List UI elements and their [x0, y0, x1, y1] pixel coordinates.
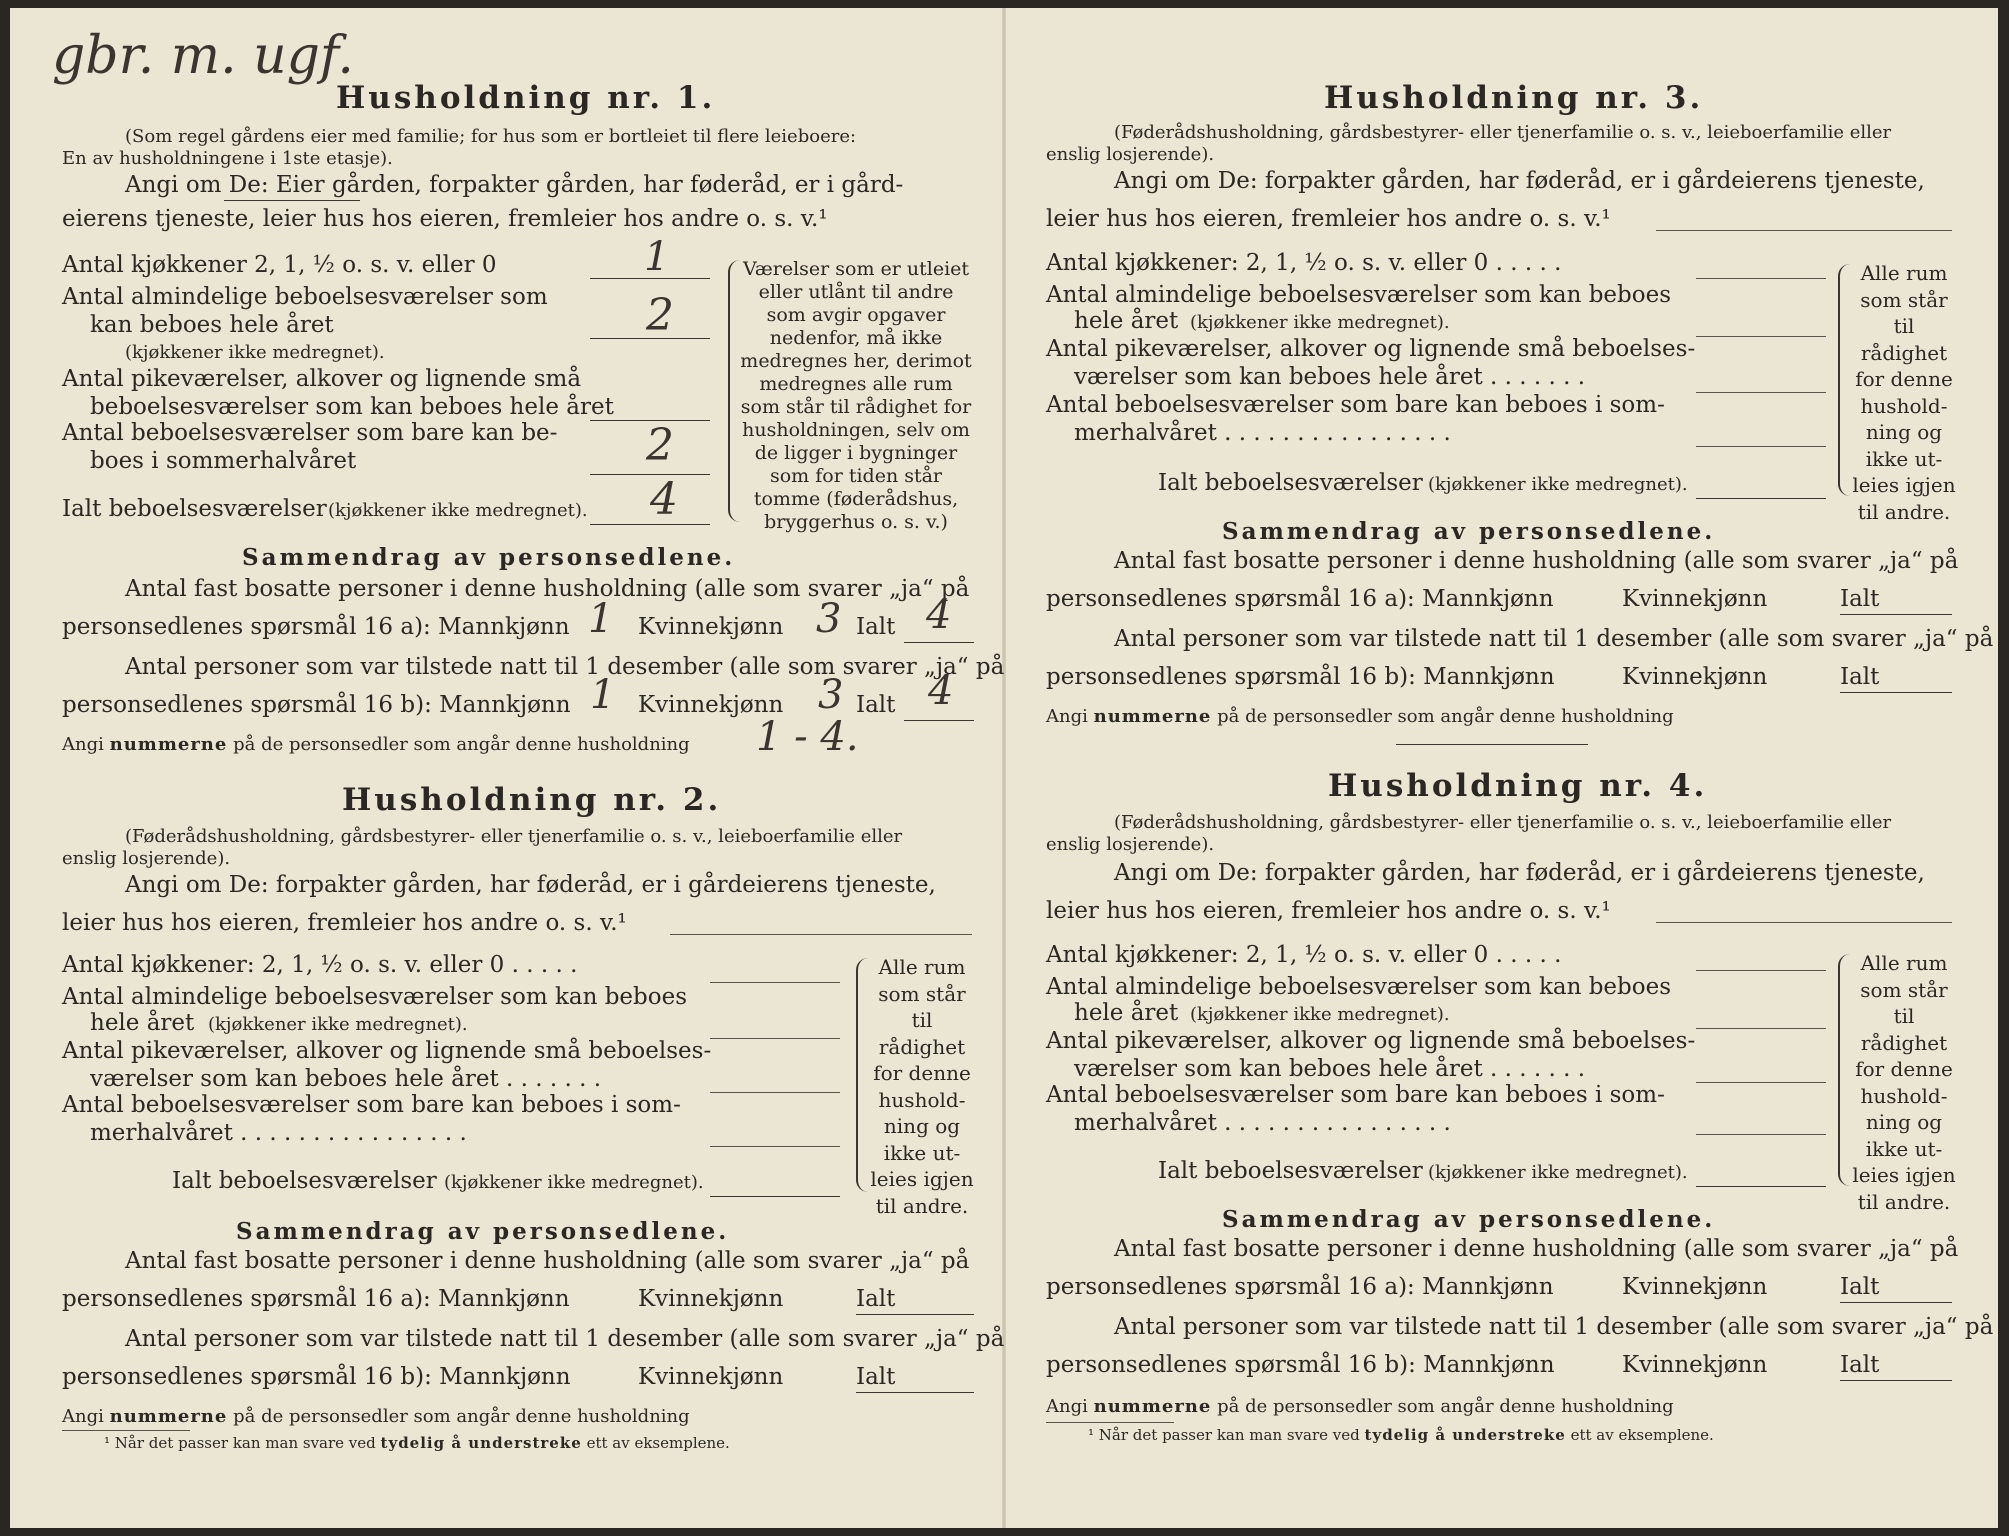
h4-kjokkener-label: Antal kjøkkener: 2, 1, ½ o. s. v. eller 0 . . . . .	[1046, 942, 1562, 968]
h3-summary-a-line1: Antal fast bosatte personer i denne husholdning (alle som svarer „ja“ på	[1114, 548, 1959, 574]
h2-kjokkener-label: Antal kjøkkener: 2, 1, ½ o. s. v. eller 0 . . . . .	[62, 952, 578, 978]
footnote-rule	[1046, 1422, 1174, 1423]
h4-b-kvinne-label: Kvinnekjønn	[1622, 1352, 1768, 1378]
h4-summary-b-line2: personsedlenes spørsmål 16 b): Mannkjønn	[1046, 1352, 1555, 1378]
h3-pike-label-2: værelser som kan beboes hele året . . . . . . .	[1074, 364, 1586, 390]
h1-nummerne-value: 1 - 4.	[756, 714, 859, 760]
nummerne-word: nummerne	[1093, 706, 1212, 727]
h4-summary-a-line2: personsedlenes spørsmål 16 a): Mannkjønn	[1046, 1274, 1554, 1300]
h2-sommer-label-2: merhalvåret . . . . . . . . . . . . . . . .	[90, 1120, 467, 1146]
h2-pike-label-2: værelser som kan beboes hele året . . . . . . .	[90, 1066, 602, 1092]
household-2-angi-line2: leier hus hos eieren, fremleier hos andre o. s. v.¹	[62, 910, 627, 936]
household-2-note-line1: (Føderådshusholdning, gårdsbestyrer- eller tjenerfamilie o. s. v., leieboerfamilie eller	[125, 826, 903, 847]
angi-word: Angi	[1046, 1396, 1088, 1417]
h2-alm-label-1: Antal almindelige beboelsesværelser som kan beboes	[62, 984, 688, 1010]
h3-pike-line	[1696, 392, 1826, 393]
h4-side-brace	[1838, 954, 1850, 1186]
h4-ialt-note: (kjøkkener ikke medregnet).	[1428, 1162, 1688, 1183]
h2-angi-nummerne	[62, 1406, 690, 1427]
h4-side-note: Alle rum som står til rådighet for denne hushold- ning og ikke ut- leies igjen til andre.	[1852, 951, 1956, 1214]
h3-ialt-note: (kjøkkener ikke medregnet).	[1428, 474, 1688, 495]
h1-ialt-label: Ialt beboelsesværelser	[62, 496, 327, 522]
household-2-angi-line1: Angi om De: forpakter gården, har føderåd, er i gårdeierens tjeneste,	[125, 872, 936, 898]
h1-alm-label-2: kan beboes hele året	[90, 312, 334, 338]
household-4-note-line2: enslig losjerende).	[1046, 834, 1215, 855]
h3-a-ialt-label: Ialt	[1840, 586, 1880, 612]
h4-a-kvinne-label: Kvinnekjønn	[1622, 1274, 1768, 1300]
h4-summary-title: Sammendrag av personsedlene.	[1222, 1206, 1716, 1233]
h4-kjokkener-line	[1696, 970, 1826, 971]
h3-summary-a-line2: personsedlenes spørsmål 16 a): Mannkjønn	[1046, 586, 1554, 612]
footnote-end: ett av eksemplene.	[1570, 1426, 1714, 1444]
household-3-note-line1: (Føderådshusholdning, gårdsbestyrer- eller tjenerfamilie o. s. v., leieboerfamilie eller	[1114, 122, 1892, 143]
household-1-note-line2: En av husholdningene i 1ste etasje).	[62, 148, 393, 169]
h1-b-ialt-label: Ialt	[856, 692, 896, 718]
h2-alm-label-2: hele året	[90, 1010, 195, 1036]
h1-b-ialt-value: 4	[928, 668, 954, 714]
h4-a-ialt-line	[1840, 1302, 1952, 1303]
h4-b-ialt-label: Ialt	[1840, 1352, 1880, 1378]
h1-kjokkener-label: Antal kjøkkener 2, 1, ½ o. s. v. eller 0	[62, 252, 497, 278]
left-page	[10, 8, 1004, 1528]
h3-alm-line	[1696, 336, 1826, 337]
h2-side-note: Alle rum som står til rådighet for denne hushold- ning og ikke ut- leies igjen til andre.	[870, 955, 974, 1218]
handwritten-header: gbr. m. ugf.	[52, 26, 354, 86]
h3-ialt-label: Ialt beboelsesværelser	[1158, 470, 1423, 496]
household-3-title: Husholdning nr. 3.	[1324, 80, 1704, 116]
h1-kjokkener-value: 1	[644, 234, 670, 280]
h3-summary-b-line2: personsedlenes spørsmål 16 b): Mannkjønn	[1046, 664, 1555, 690]
h3-sommer-line	[1696, 446, 1826, 447]
h4-a-ialt-label: Ialt	[1840, 1274, 1880, 1300]
angi-rest: på de personsedler som angår denne husholdning	[233, 734, 690, 755]
h3-sommer-label-1: Antal beboelsesværelser som bare kan beboes i som-	[1046, 392, 1665, 418]
h2-summary-b-line1: Antal personer som var tilstede natt til 1 desember (alle som svarer „ja“ på	[125, 1326, 1005, 1352]
h1-sommer-label-2: boes i sommerhalvåret	[90, 448, 357, 474]
h3-summary-b-line1: Antal personer som var tilstede natt til 1 desember (alle som svarer „ja“ på	[1114, 626, 1994, 652]
h4-ialt-line	[1696, 1186, 1826, 1187]
h3-b-ialt-label: Ialt	[1840, 664, 1880, 690]
h3-summary-title: Sammendrag av personsedlene.	[1222, 518, 1716, 545]
h1-ialt-line	[590, 524, 710, 525]
h1-alm-value: 2	[646, 290, 674, 341]
nummerne-word: nummerne	[109, 734, 228, 755]
h2-pike-line	[710, 1092, 840, 1093]
household-2-title: Husholdning nr. 2.	[342, 782, 722, 818]
h2-b-ialt-line	[856, 1392, 974, 1393]
household-1-title: Husholdning nr. 1.	[336, 80, 716, 116]
h3-sommer-label-2: merhalvåret . . . . . . . . . . . . . . . .	[1074, 420, 1451, 446]
h1-alm-label-3: (kjøkkener ikke medregnet).	[125, 342, 385, 363]
h2-summary-title: Sammendrag av personsedlene.	[236, 1218, 730, 1245]
h1-summary-b-line1: Antal personer som var tilstede natt til 1 desember (alle som svarer „ja“ på	[125, 654, 1005, 680]
h1-ialt-note: (kjøkkener ikke medregnet).	[328, 500, 588, 521]
h2-a-ialt-line	[856, 1314, 974, 1315]
h3-kjokkener-label: Antal kjøkkener: 2, 1, ½ o. s. v. eller 0 . . . . .	[1046, 250, 1562, 276]
h1-a-mann-value: 1	[588, 596, 614, 642]
h2-summary-a-line2: personsedlenes spørsmål 16 a): Mannkjønn	[62, 1286, 570, 1312]
h3-kjokkener-line	[1696, 278, 1826, 279]
household-4-title: Husholdning nr. 4.	[1328, 768, 1708, 804]
h1-sommer-value: 2	[646, 420, 674, 471]
h1-b-mann-value: 1	[590, 672, 616, 718]
h1-b-ialt-line	[904, 720, 974, 721]
h1-b-kvinne-label: Kvinnekjønn	[638, 692, 784, 718]
h4-sommer-line	[1696, 1134, 1826, 1135]
footnote-text: ¹ Når det passer kan man svare ved	[104, 1434, 376, 1452]
section-separator	[1396, 744, 1588, 745]
h1-ialt-value: 4	[650, 474, 678, 525]
h2-b-kvinne-label: Kvinnekjønn	[638, 1364, 784, 1390]
h4-summary-a-line1: Antal fast bosatte personer i denne husholdning (alle som svarer „ja“ på	[1114, 1236, 1959, 1262]
h1-summary-a-line1: Antal fast bosatte personer i denne husholdning (alle som svarer „ja“ på	[125, 576, 970, 602]
footnote-bold: tydelig å understreke	[380, 1434, 582, 1452]
h4-angi-nummerne	[1046, 1396, 1674, 1417]
household-1-note-line1: (Som regel gårdens eier med familie; for hus som er bortleiet til flere leieboere:	[125, 126, 857, 147]
h1-side-brace	[728, 260, 740, 522]
h1-b-kvinne-value: 3	[818, 672, 844, 718]
h3-a-ialt-line	[1840, 614, 1952, 615]
h4-alm-label-2: hele året	[1074, 1000, 1179, 1026]
h4-b-ialt-line	[1840, 1380, 1952, 1381]
h2-ialt-line	[710, 1196, 840, 1197]
h2-summary-b-line2: personsedlenes spørsmål 16 b): Mannkjønn	[62, 1364, 571, 1390]
household-1-angi-line2: eierens tjeneste, leier hus hos eieren, fremleier hos andre o. s. v.¹	[62, 206, 828, 232]
h3-b-ialt-line	[1840, 692, 1952, 693]
h2-sommer-line	[710, 1146, 840, 1147]
h4-sommer-label-1: Antal beboelsesværelser som bare kan beboes i som-	[1046, 1082, 1665, 1108]
h2-side-brace	[856, 958, 868, 1192]
h3-a-kvinne-label: Kvinnekjønn	[1622, 586, 1768, 612]
h3-side-brace	[1838, 264, 1850, 496]
household-3-angi-line1: Angi om De: forpakter gården, har føderåd, er i gårdeierens tjeneste,	[1114, 168, 1925, 194]
household-4-angi-line1: Angi om De: forpakter gården, har føderåd, er i gårdeierens tjeneste,	[1114, 860, 1925, 886]
h2-b-ialt-label: Ialt	[856, 1364, 896, 1390]
h4-summary-b-line1: Antal personer som var tilstede natt til 1 desember (alle som svarer „ja“ på	[1114, 1314, 1994, 1340]
h1-side-note: Værelser som er utleiet eller utlånt til andre som avgir opgaver nedenfor, må ikke medregnes her, derimot medregnes alle rum som står til rådighet for husholdningen, selv om de ligger i bygninger som for tiden står tomme (føderådshus, bryggerhus o. s. v.)	[740, 258, 972, 533]
h3-b-kvinne-label: Kvinnekjønn	[1622, 664, 1768, 690]
footnote-rule	[62, 1430, 190, 1431]
h2-a-kvinne-label: Kvinnekjønn	[638, 1286, 784, 1312]
h4-alm-note: (kjøkkener ikke medregnet).	[1190, 1004, 1450, 1025]
angi-word: Angi	[62, 1406, 104, 1427]
h3-side-note: Alle rum som står til rådighet for denne hushold- ning og ikke ut- leies igjen til andre.	[1852, 261, 1956, 524]
h1-a-kvinne-label: Kvinnekjønn	[638, 614, 784, 640]
nummerne-word: nummerne	[109, 1406, 228, 1427]
household-4-note-line1: (Føderådshusholdning, gårdsbestyrer- eller tjenerfamilie o. s. v., leieboerfamilie eller	[1114, 812, 1892, 833]
h1-summary-a-line2: personsedlenes spørsmål 16 a): Mannkjønn	[62, 614, 570, 640]
footnote-text: ¹ Når det passer kan man svare ved	[1088, 1426, 1360, 1444]
h4-ialt-label: Ialt beboelsesværelser	[1158, 1158, 1423, 1184]
household-3-note-line2: enslig losjerende).	[1046, 144, 1215, 165]
h3-angi-line	[1656, 230, 1952, 231]
eier-underline	[224, 200, 360, 201]
h2-alm-note: (kjøkkener ikke medregnet).	[208, 1014, 468, 1035]
h2-ialt-note: (kjøkkener ikke medregnet).	[444, 1172, 704, 1193]
h2-alm-line	[710, 1038, 840, 1039]
h3-alm-note: (kjøkkener ikke medregnet).	[1190, 312, 1450, 333]
household-4-angi-line2: leier hus hos eieren, fremleier hos andre o. s. v.¹	[1046, 898, 1611, 924]
h4-pike-label-1: Antal pikeværelser, alkover og lignende små beboelses-	[1046, 1028, 1696, 1054]
h2-a-ialt-label: Ialt	[856, 1286, 896, 1312]
angi-rest: på de personsedler som angår denne husholdning	[233, 1406, 690, 1427]
h4-pike-line	[1696, 1082, 1826, 1083]
h1-summary-b-line2: personsedlenes spørsmål 16 b): Mannkjønn	[62, 692, 571, 718]
angi-rest: på de personsedler som angår denne husholdning	[1217, 706, 1674, 727]
h2-ialt-label: Ialt beboelsesværelser	[172, 1168, 437, 1194]
h4-alm-line	[1696, 1028, 1826, 1029]
h4-sommer-label-2: merhalvåret . . . . . . . . . . . . . . . .	[1074, 1110, 1451, 1136]
angi-word: Angi	[62, 734, 104, 755]
h1-pike-label-2: beboelsesværelser som kan beboes hele året	[90, 394, 614, 420]
h1-kjokkener-line	[590, 278, 710, 279]
footnote-bold: tydelig å understreke	[1364, 1426, 1566, 1444]
h1-a-ialt-line	[904, 642, 974, 643]
h2-kjokkener-line	[710, 982, 840, 983]
h3-alm-label-1: Antal almindelige beboelsesværelser som kan beboes	[1046, 282, 1672, 308]
nummerne-word: nummerne	[1093, 1396, 1212, 1417]
footnote-end: ett av eksemplene.	[586, 1434, 730, 1452]
h3-pike-label-1: Antal pikeværelser, alkover og lignende små beboelses-	[1046, 336, 1696, 362]
h1-a-ialt-label: Ialt	[856, 614, 896, 640]
household-3-angi-line2: leier hus hos eieren, fremleier hos andre o. s. v.¹	[1046, 206, 1611, 232]
h4-angi-line	[1656, 922, 1952, 923]
h1-alm-line	[590, 338, 710, 339]
household-2-note-line2: enslig losjerende).	[62, 848, 231, 869]
h2-pike-label-1: Antal pikeværelser, alkover og lignende små beboelses-	[62, 1038, 712, 1064]
h1-alm-label-1: Antal almindelige beboelsesværelser som	[62, 284, 548, 310]
h1-a-ialt-value: 4	[926, 592, 952, 638]
angi-word: Angi	[1046, 706, 1088, 727]
left-footnote	[104, 1434, 730, 1452]
h4-alm-label-1: Antal almindelige beboelsesværelser som kan beboes	[1046, 974, 1672, 1000]
h2-sommer-label-1: Antal beboelsesværelser som bare kan beboes i som-	[62, 1092, 681, 1118]
right-footnote	[1088, 1426, 1714, 1444]
h1-a-kvinne-value: 3	[816, 596, 842, 642]
h4-pike-label-2: værelser som kan beboes hele året . . . . . . .	[1074, 1056, 1586, 1082]
h1-sommer-label-1: Antal beboelsesværelser som bare kan be-	[62, 420, 558, 446]
h3-alm-label-2: hele året	[1074, 308, 1179, 334]
h1-pike-label-1: Antal pikeværelser, alkover og lignende små	[62, 366, 582, 392]
angi-rest: på de personsedler som angår denne husholdning	[1217, 1396, 1674, 1417]
h3-ialt-line	[1696, 498, 1826, 499]
h1-angi-nummerne	[62, 734, 690, 755]
h1-summary-title: Sammendrag av personsedlene.	[242, 544, 736, 571]
right-page	[1004, 8, 1998, 1528]
h2-angi-line	[670, 934, 972, 935]
h3-angi-nummerne	[1046, 706, 1674, 727]
household-1-angi-line1: Angi om De: Eier gården, forpakter gården, har føderåd, er i gård-	[125, 172, 904, 198]
census-sheet	[10, 8, 1998, 1528]
h2-summary-a-line1: Antal fast bosatte personer i denne husholdning (alle som svarer „ja“ på	[125, 1248, 970, 1274]
